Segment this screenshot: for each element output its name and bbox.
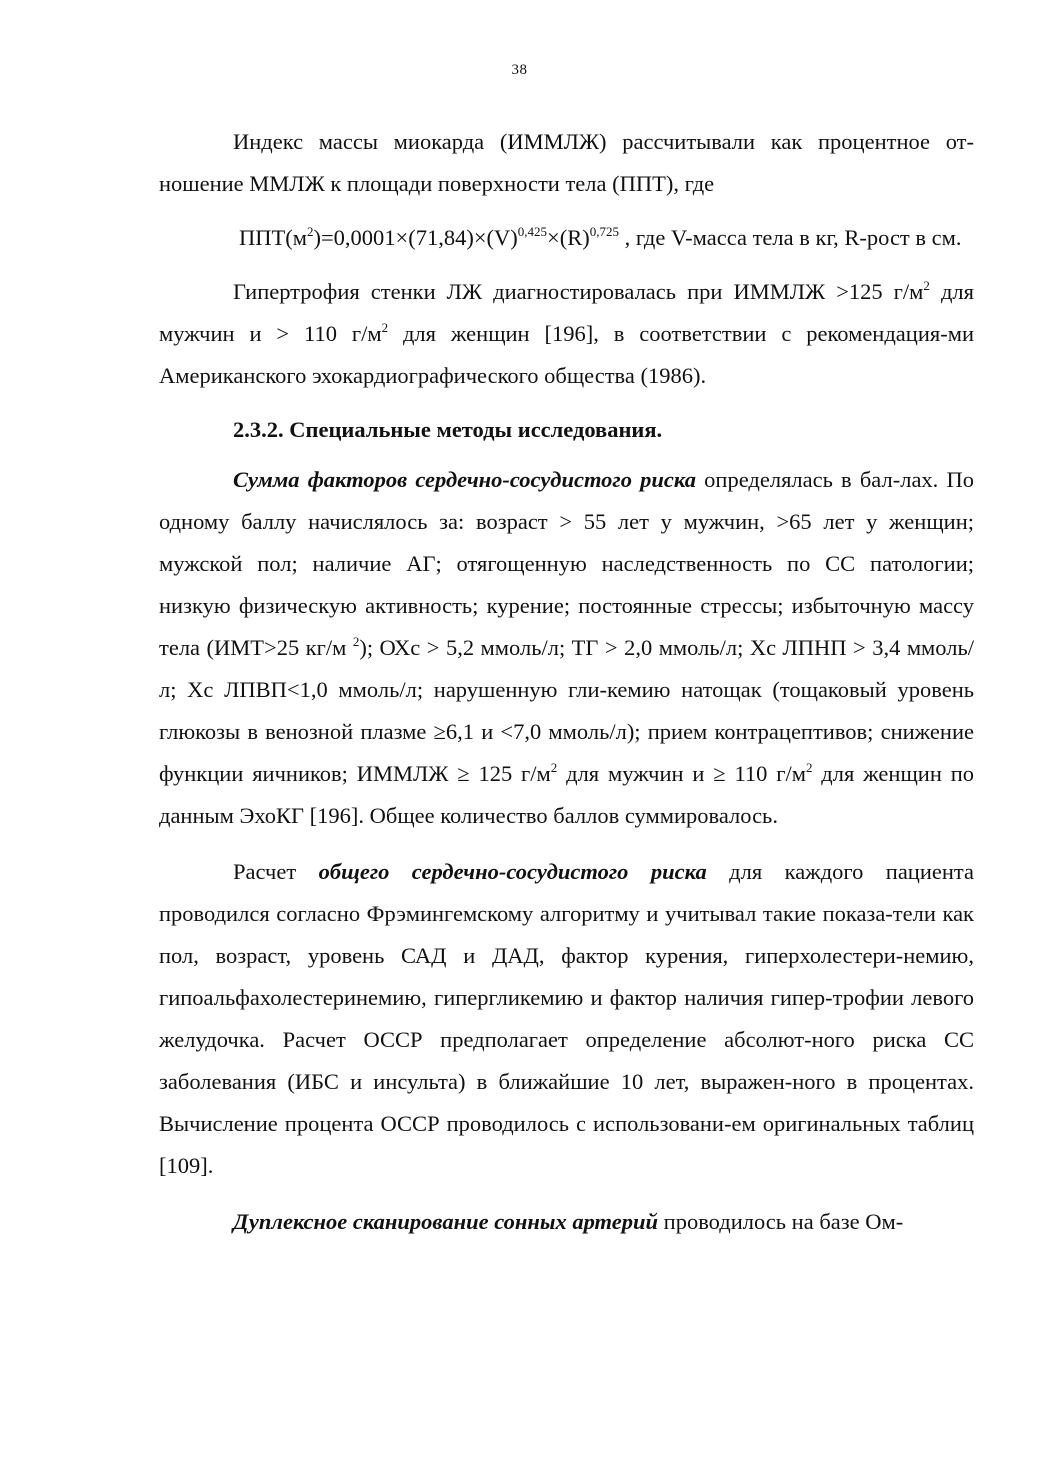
paragraph-total-cv-risk [159,851,974,1187]
emphasis-term: Сумма факторов сердечно-сосудистого риска [233,467,696,492]
text-run: , где V-масса тела в кг, R-рост в см. [618,225,962,250]
superscript: 2 [352,634,360,649]
text-run: )=0,0001×(71,84)×(V) [313,225,518,250]
text-run: для каждого пациента проводился согласно Фрэмингемскому алгоритму и учитывал такие показа-тели как пол, возраст, уровень САД и ДАД, фактор курения, гиперхолестери-немию, гипоальфахолестеринемию, гипергликемию и фактор наличия гипер-трофии левого желудочка. Расчет ОССР предполагает определение абсолют-ного риска СС заболевания (ИБС и инсульта) в ближайшие 10 лет, выражен-ного в процентах. Вычисление процента ОССР проводилось с использовани-ем оригинальных таблиц [109]. [159,859,975,1178]
superscript: 2 [805,760,813,775]
paragraph-duplex-scanning [159,1201,974,1243]
text-run: для мужчин и ≥ 110 г/м [557,761,806,786]
emphasis-term: общего сердечно-сосудистого риска [318,859,707,884]
superscript: 0,425 [517,224,548,239]
emphasis-term: Дуплексное сканирование сонных артерий [233,1209,659,1234]
formula-body-surface-area [159,217,974,259]
text-run: Расчет [233,859,319,884]
text-run: ); ОХс > 5,2 ммоль/л; ТГ > 2,0 ммоль/л; Хс ЛПНП > 3,4 ммоль/л; Хс ЛПВП<1,0 ммоль/л; нарушенную гли-кемию натощак (тощаковый уровень глюкозы в венозной плазме ≥6,1 и <7,0 ммоль/л); прием контрацептивов; снижение функции яичников; ИММЛЖ ≥ 125 г/м [159,635,974,786]
superscript: 2 [923,278,930,293]
superscript: 0,725 [589,224,619,239]
text-run: проводилось на базе Ом- [658,1209,904,1234]
document-body [159,121,974,1243]
superscript: 2 [306,224,314,239]
text-run: Индекс массы миокарда (ИММЛЖ) рассчитывали как процентное от-ношение ММЛЖ к площади поверхности тела (ППТ), где [159,129,974,196]
page-number: 38 [511,62,528,78]
superscript: 2 [381,320,389,335]
superscript: 2 [550,760,558,775]
section-heading: 2.3.2. Специальные методы исследования. [233,417,663,442]
text-run: для женщин [196], в соответствии с рекомендация-ми Американского эхокардиографического общества (1986). [159,321,974,388]
text-run: для мужчин и > 110 г/м [159,279,974,346]
text-run: для женщин по данным ЭхоКГ [196]. Общее количество баллов суммировалось. [159,761,974,828]
paragraph-lv-hypertrophy [159,271,974,397]
text-run: определялась в бал-лах. По одному баллу начислялось за: возраст > 55 лет у мужчин, >65 лет у женщин; мужской пол; наличие АГ; отягощенную наследственность по СС патологии; низкую физическую активность; курение; постоянные стрессы; избыточную массу тела (ИМТ>25 кг/м [159,467,974,660]
text-run: ×(R) [547,225,590,250]
text-run: ППТ(м [239,225,307,250]
paragraph-lvmi-definition [159,121,974,205]
text-run: Гипертрофия стенки ЛЖ диагностировалась при ИММЛЖ >125 г/м [233,279,924,304]
paragraph-risk-factor-sum [159,459,974,837]
